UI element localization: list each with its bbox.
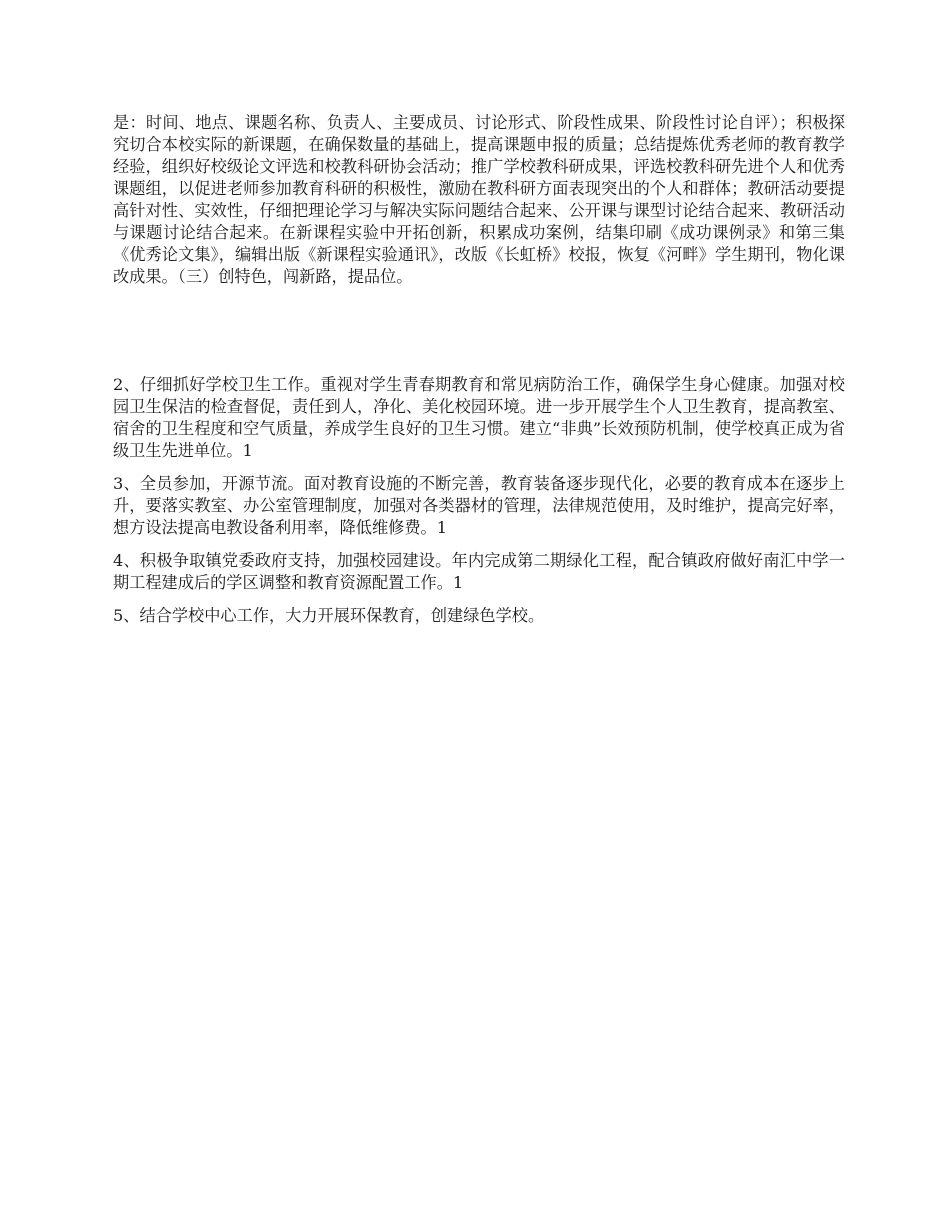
paragraph-campus-construction: 4、积极争取镇党委政府支持，加强校园建设。年内完成第二期绿化工程，配合镇政府做好南汇中学一期工程建成后的学区调整和教育资源配置工作。1 [113, 551, 845, 592]
paragraph-cost-saving: 3、全员参加，开源节流。面对教育设施的不断完善，教育装备逐步现代化，必要的教育成本在逐步上升，要落实教室、办公室管理制度，加强对各类器材的管理，法律规范使用，及时维护，提高完好率，想方设法提高电教设备利用率，降低维修费。1 [113, 474, 845, 537]
paragraph-hygiene: 2、仔细抓好学校卫生工作。重视对学生青春期教育和常见病防治工作，确保学生身心健康。加强对校园卫生保洁的检查督促，责任到人，净化、美化校园环境。进一步开展学生个人卫生教育，提高教室、宿舍的卫生程度和空气质量，养成学生良好的卫生习惯。建立“非典”长效预防机制，使学校真正成为省级卫生先进单位。1 [113, 375, 845, 460]
document-body [113, 112, 845, 638]
paragraph-gap [113, 288, 845, 374]
paragraph-research: 是：时间、地点、课题名称、负责人、主要成员、讨论形式、阶段性成果、阶段性讨论自评）；积极探究切合本校实际的新课题，在确保数量的基础上，提高课题申报的质量；总结提炼优秀老师的教育教学经验，组织好校级论文评选和校教科研协会活动；推广学校教科研成果，评选校教科研先进个人和优秀课题组，以促进老师参加教育科研的积极性，激励在教科研方面表现突出的个人和群体；教研活动要提高针对性、实效性，仔细把理论学习与解决实际问题结合起来、公开课与课型讨论结合起来、教研活动与课题讨论结合起来。在新课程实验中开拓创新，积累成功案例，结集印刷《成功课例录》和第三集《优秀论文集》，编辑出版《新课程实验通讯》，改版《长虹桥》校报，恢复《河畔》学生期刊，物化课改成果。（三）创特色，闯新路，提品位。 [113, 113, 845, 286]
paragraph-green-school: 5、结合学校中心工作，大力开展环保教育，创建绿色学校。 [113, 606, 545, 625]
